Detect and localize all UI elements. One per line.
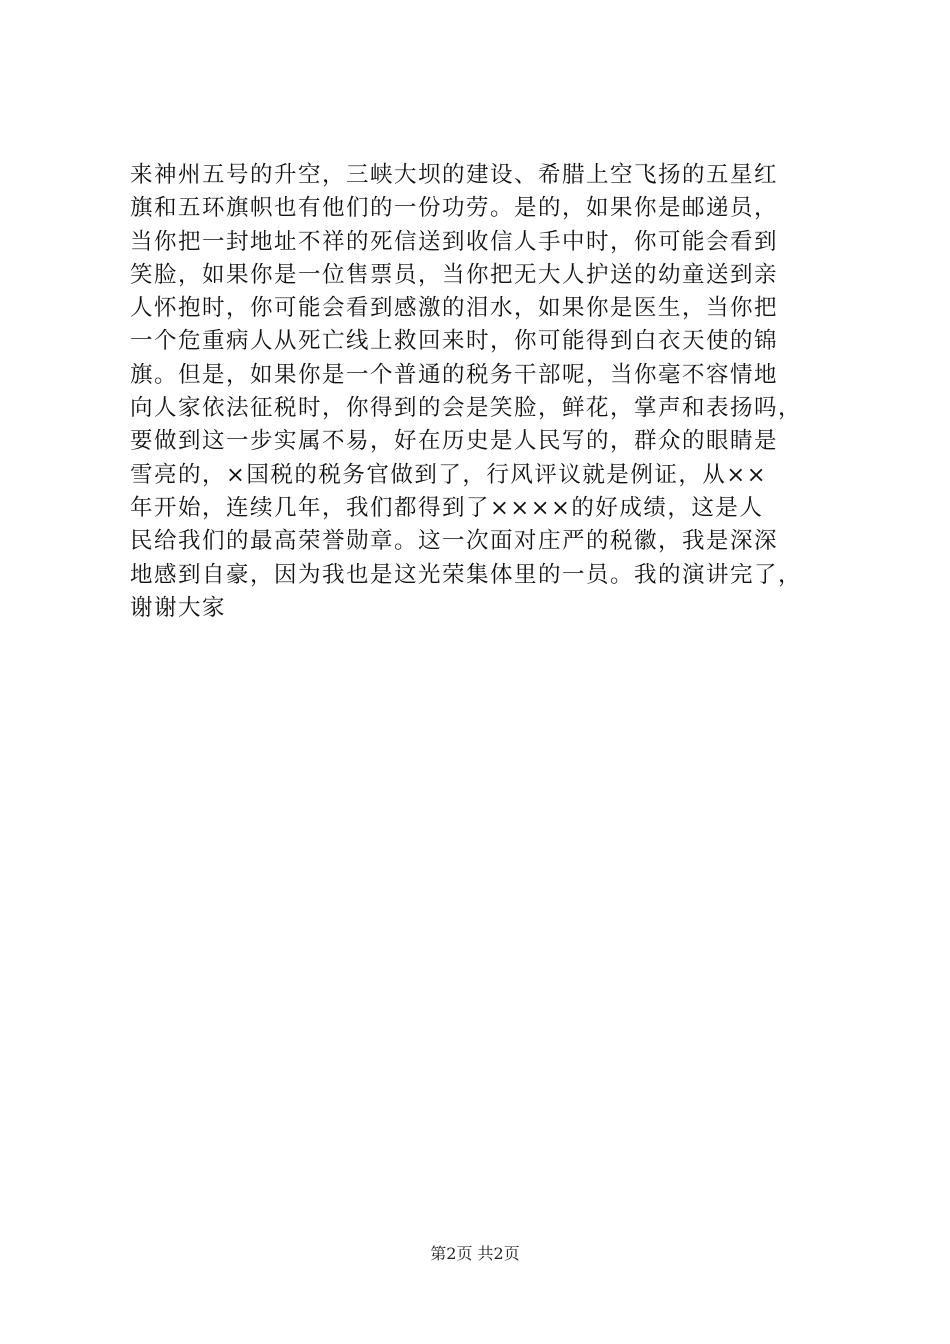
text-line: 来神州五号的升空，三峡大坝的建设、希腊上空飞扬的五星红 (130, 162, 779, 188)
text-line: 地感到自豪，因为我也是这光荣集体里的一员。我的演讲完了， (130, 561, 803, 588)
page-number-footer: 第2页 共2页 (430, 1244, 520, 1263)
text-line: 人怀抱时，你可能会看到感激的泪水，如果你是医生，当你把 (130, 295, 779, 322)
text-line: 旗和五环旗帜也有他们的一份功劳。是的，如果你是邮递员， (130, 195, 779, 222)
speech-body-text (130, 159, 850, 625)
text-line: 年开始，连续几年，我们都得到了××××的好成绩，这是人 (130, 494, 764, 521)
text-line: 民给我们的最高荣誉勋章。这一次面对庄严的税徽，我是深深 (130, 528, 779, 555)
text-line: 雪亮的，×国税的税务官做到了，行风评议就是例证，从×× (130, 461, 768, 488)
text-line: 一个危重病人从死亡线上救回来时，你可能得到白衣天使的锦 (130, 328, 779, 355)
text-line: 要做到这一步实属不易，好在历史是人民写的，群众的眼睛是 (130, 428, 779, 455)
text-line: 向人家依法征税时，你得到的会是笑脸，鲜花，掌声和表扬吗， (130, 395, 803, 422)
text-line: 当你把一封地址不祥的死信送到收信人手中时，你可能会看到 (130, 228, 779, 255)
text-line: 谢谢大家 (130, 594, 227, 621)
text-line: 笑脸，如果你是一位售票员，当你把无大人护送的幼童送到亲 (130, 261, 779, 288)
text-line: 旗。但是，如果你是一个普通的税务干部呢，当你毫不容情地 (130, 361, 779, 388)
